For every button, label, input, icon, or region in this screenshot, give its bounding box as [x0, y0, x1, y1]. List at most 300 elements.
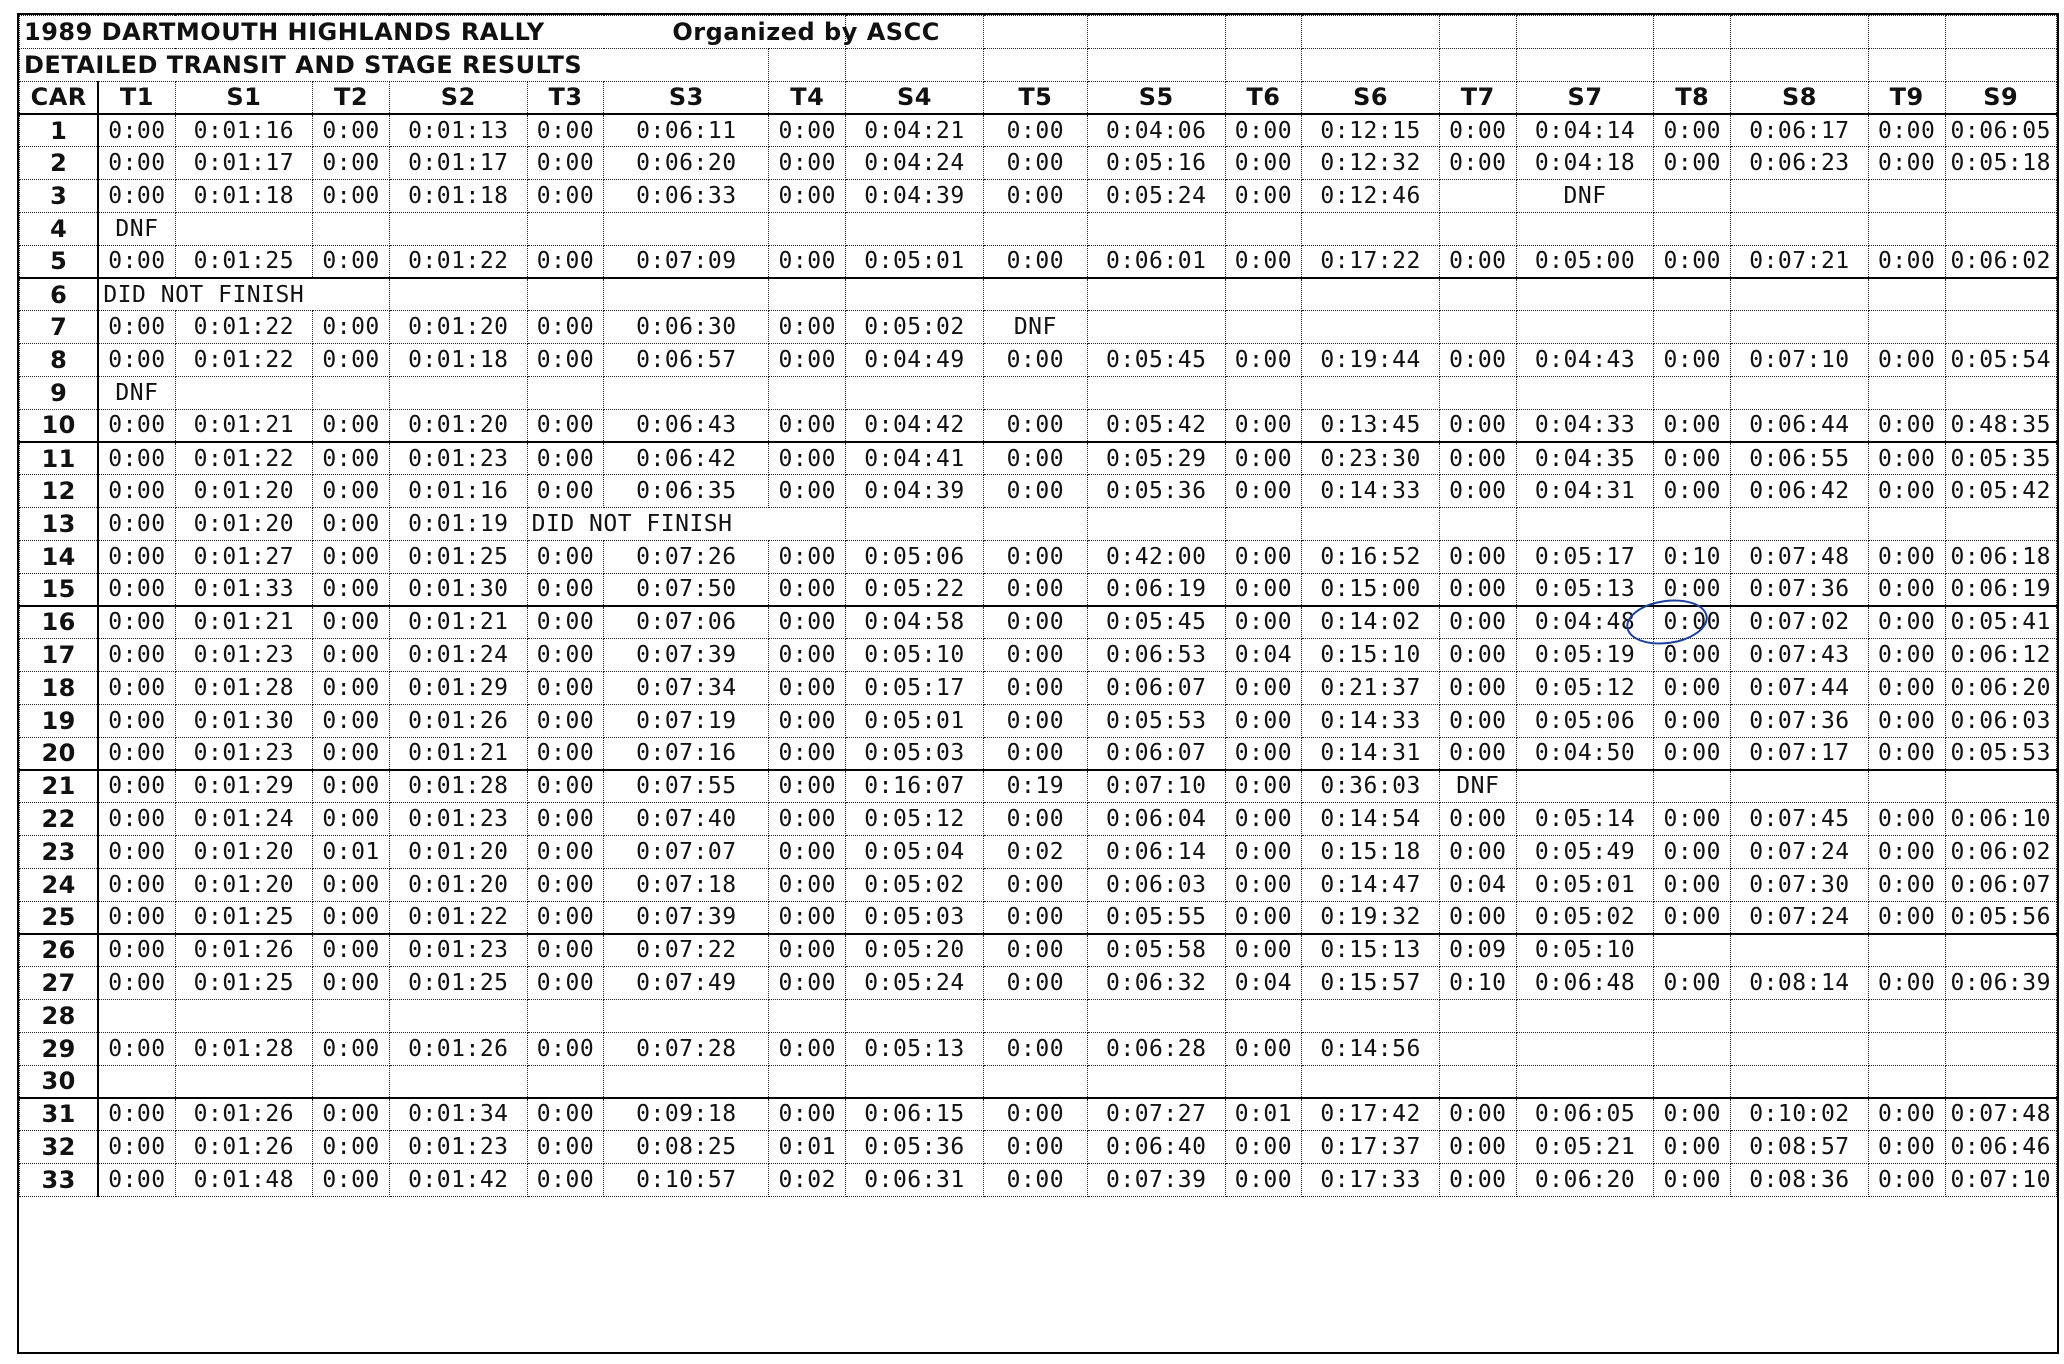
time-cell: 0:07:10	[1945, 1163, 2057, 1196]
time-cell: 0:00	[1439, 245, 1516, 278]
time-cell: 0:07:43	[1731, 639, 1869, 672]
empty-cell	[389, 1065, 527, 1098]
result-row	[20, 1098, 2057, 1131]
time-cell: 0:01:22	[389, 901, 527, 934]
time-cell: 0:06:46	[1945, 1131, 2057, 1164]
time-cell: 0:00	[1225, 770, 1302, 803]
time-cell: 0:06:33	[604, 179, 769, 212]
time-cell: 0:12:46	[1302, 179, 1440, 212]
empty-cell	[1087, 507, 1225, 540]
empty-cell	[389, 999, 527, 1032]
time-cell: 0:15:18	[1302, 835, 1440, 868]
time-cell: 0:05:01	[846, 704, 984, 737]
time-cell: 0:00	[1654, 114, 1731, 147]
time-cell: 0:00	[1439, 1098, 1516, 1131]
time-cell: 0:01:48	[175, 1163, 313, 1196]
time-cell: 0:00	[527, 704, 604, 737]
time-cell: 0:00	[313, 967, 390, 1000]
time-cell: 0:04:48	[1516, 606, 1654, 639]
time-cell: 0:00	[1225, 475, 1302, 508]
time-cell: 0:06:17	[1731, 114, 1869, 147]
time-cell: 0:00	[1868, 868, 1945, 901]
time-cell: 0:00	[527, 770, 604, 803]
dnf-marker: DNF	[1439, 770, 1516, 803]
time-cell: 0:00	[527, 475, 604, 508]
time-cell: 0:14:31	[1302, 737, 1440, 770]
subtitle-row	[20, 48, 2057, 81]
time-cell: 0:04:41	[846, 442, 984, 475]
time-cell: 0:00	[313, 1098, 390, 1131]
time-cell: 0:00	[98, 409, 175, 442]
car-number: 5	[20, 245, 99, 278]
time-cell: 0:00	[1654, 835, 1731, 868]
time-cell: 0:00	[983, 737, 1087, 770]
time-cell: 0:17:22	[1302, 245, 1440, 278]
time-cell: 0:05:01	[846, 245, 984, 278]
column-header: CAR	[20, 81, 99, 114]
time-cell: 0:13:45	[1302, 409, 1440, 442]
time-cell: 0:05:55	[1087, 901, 1225, 934]
time-cell: 0:05:02	[1516, 901, 1654, 934]
time-cell: 0:00	[1439, 343, 1516, 376]
time-cell: 0:00	[983, 671, 1087, 704]
empty-cell	[1868, 179, 1945, 212]
time-cell: 0:04	[1225, 967, 1302, 1000]
time-cell: 0:07:06	[604, 606, 769, 639]
empty-cell	[389, 376, 527, 409]
time-cell: 0:06:11	[604, 114, 769, 147]
column-header: T5	[983, 81, 1087, 114]
result-row	[20, 967, 2057, 1000]
empty-cell	[1225, 1065, 1302, 1098]
time-cell: 0:00	[527, 442, 604, 475]
time-cell: 0:00	[983, 803, 1087, 836]
time-cell: 0:04:33	[1516, 409, 1654, 442]
time-cell: 0:00	[769, 868, 846, 901]
time-cell: 0:05:03	[846, 737, 984, 770]
result-row	[20, 835, 2057, 868]
time-cell: 0:00	[1868, 671, 1945, 704]
time-cell: 0:08:25	[604, 1131, 769, 1164]
time-cell: 0:00	[1225, 737, 1302, 770]
time-cell: 0:06:48	[1516, 967, 1654, 1000]
time-cell: 0:00	[983, 343, 1087, 376]
time-cell: 0:06:53	[1087, 639, 1225, 672]
time-cell: 0:06:57	[604, 343, 769, 376]
time-cell: 0:07:27	[1087, 1098, 1225, 1131]
car-number: 24	[20, 868, 99, 901]
time-cell: 0:00	[1439, 1131, 1516, 1164]
time-cell: 0:06:55	[1731, 442, 1869, 475]
time-cell: 0:00	[1225, 704, 1302, 737]
result-row	[20, 639, 2057, 672]
time-cell: 0:09	[1439, 934, 1516, 967]
time-cell: 0:01:23	[389, 803, 527, 836]
empty-cell	[175, 1065, 313, 1098]
time-cell: 0:01:30	[389, 573, 527, 606]
time-cell: 0:06:02	[1945, 835, 2057, 868]
car-number: 8	[20, 343, 99, 376]
time-cell: 0:15:13	[1302, 934, 1440, 967]
empty-cell	[1654, 278, 1731, 311]
time-cell: 0:42:00	[1087, 540, 1225, 573]
time-cell: 0:00	[527, 1098, 604, 1131]
time-cell: 0:00	[983, 147, 1087, 180]
car-number: 2	[20, 147, 99, 180]
empty-cell	[313, 376, 390, 409]
time-cell: 0:07:10	[1087, 770, 1225, 803]
time-cell: 0:00	[313, 704, 390, 737]
result-row	[20, 1032, 2057, 1065]
time-cell: 0:06:10	[1945, 803, 2057, 836]
time-cell: 0:14:54	[1302, 803, 1440, 836]
time-cell: 0:16:52	[1302, 540, 1440, 573]
time-cell: 0:05:02	[846, 311, 984, 344]
empty-cell	[1654, 376, 1731, 409]
time-cell: 0:14:47	[1302, 868, 1440, 901]
time-cell: 0:01:22	[389, 245, 527, 278]
time-cell: 0:00	[1439, 442, 1516, 475]
empty-cell	[1087, 212, 1225, 245]
car-number: 4	[20, 212, 99, 245]
time-cell: 0:48:35	[1945, 409, 2057, 442]
time-cell: 0:00	[769, 147, 846, 180]
time-cell: 0:00	[769, 343, 846, 376]
time-cell: 0:06:04	[1087, 803, 1225, 836]
time-cell: 0:06:05	[1945, 114, 2057, 147]
time-cell: 0:00	[983, 639, 1087, 672]
time-cell: 0:00	[313, 901, 390, 934]
time-cell: 0:00	[769, 442, 846, 475]
time-cell: 0:01:26	[175, 1131, 313, 1164]
time-cell: 0:01:20	[175, 835, 313, 868]
time-cell: 0:00	[1225, 245, 1302, 278]
time-cell: 0:07:16	[604, 737, 769, 770]
time-cell: 0:00	[527, 606, 604, 639]
time-cell: 0:07:50	[604, 573, 769, 606]
car-number: 6	[20, 278, 99, 311]
empty-cell	[1516, 376, 1654, 409]
time-cell: 0:00	[98, 639, 175, 672]
time-cell: 0:01:21	[175, 606, 313, 639]
time-cell: 0:04	[1439, 868, 1516, 901]
time-cell: 0:00	[98, 540, 175, 573]
time-cell: 0:00	[983, 475, 1087, 508]
time-cell: 0:01:34	[389, 1098, 527, 1131]
time-cell: 0:00	[1654, 343, 1731, 376]
time-cell: 0:06:40	[1087, 1131, 1225, 1164]
time-cell: 0:00	[1225, 114, 1302, 147]
time-cell: 0:07:48	[1731, 540, 1869, 573]
empty-cell	[1654, 999, 1731, 1032]
time-cell: 0:05:13	[1516, 573, 1654, 606]
time-cell: 0:05:03	[846, 901, 984, 934]
empty-cell	[1945, 311, 2057, 344]
time-cell: 0:05:17	[846, 671, 984, 704]
time-cell: 0:07:09	[604, 245, 769, 278]
time-cell: 0:00	[983, 967, 1087, 1000]
time-cell: 0:01:20	[389, 311, 527, 344]
empty-cell	[1945, 1032, 2057, 1065]
empty-cell	[1868, 212, 1945, 245]
column-header: S1	[175, 81, 313, 114]
time-cell: 0:00	[769, 704, 846, 737]
empty-cell	[1516, 1065, 1654, 1098]
time-cell: 0:05:10	[846, 639, 984, 672]
empty-cell	[1731, 179, 1869, 212]
empty-cell	[98, 999, 175, 1032]
empty-cell	[1225, 999, 1302, 1032]
empty-cell	[1945, 770, 2057, 803]
time-cell: 0:01	[1225, 1098, 1302, 1131]
empty-cell	[1945, 212, 2057, 245]
time-cell: 0:00	[527, 901, 604, 934]
empty-cell	[1302, 999, 1440, 1032]
time-cell: 0:07:19	[604, 704, 769, 737]
empty-cell	[175, 212, 313, 245]
empty-cell	[1439, 376, 1516, 409]
time-cell: 0:00	[1654, 803, 1731, 836]
time-cell: 0:00	[1868, 639, 1945, 672]
time-cell: 0:00	[983, 1163, 1087, 1196]
empty-cell	[1302, 507, 1440, 540]
time-cell: 0:00	[527, 967, 604, 1000]
empty-cell	[1731, 311, 1869, 344]
time-cell: 0:00	[313, 540, 390, 573]
time-cell: 0:07:22	[604, 934, 769, 967]
time-cell: 0:00	[527, 147, 604, 180]
time-cell: 0:00	[1654, 737, 1731, 770]
empty-cell	[604, 999, 769, 1032]
time-cell: 0:00	[769, 901, 846, 934]
result-row	[20, 934, 2057, 967]
time-cell: 0:00	[313, 311, 390, 344]
empty-cell	[527, 278, 604, 311]
time-cell: 0:07:28	[604, 1032, 769, 1065]
empty-cell	[1302, 376, 1440, 409]
time-cell: 0:00	[527, 343, 604, 376]
time-cell: 0:04:43	[1516, 343, 1654, 376]
car-number: 20	[20, 737, 99, 770]
time-cell: 0:00	[1654, 606, 1731, 639]
result-row	[20, 1065, 2057, 1098]
time-cell: 0:14:33	[1302, 704, 1440, 737]
time-cell: 0:05:17	[1516, 540, 1654, 573]
time-cell: 0:00	[313, 868, 390, 901]
time-cell: 0:00	[313, 475, 390, 508]
empty-cell	[604, 278, 769, 311]
time-cell: 0:00	[98, 343, 175, 376]
time-cell: 0:00	[1439, 1163, 1516, 1196]
time-cell: 0:00	[1654, 475, 1731, 508]
empty-cell	[1516, 212, 1654, 245]
empty-cell	[1439, 278, 1516, 311]
empty-cell	[1439, 179, 1516, 212]
result-row	[20, 606, 2057, 639]
result-row	[20, 868, 2057, 901]
time-cell: 0:05:41	[1945, 606, 2057, 639]
time-cell: 0:00	[1439, 475, 1516, 508]
time-cell: 0:00	[1868, 606, 1945, 639]
time-cell: 0:00	[769, 1032, 846, 1065]
result-row	[20, 901, 2057, 934]
time-cell: 0:00	[1654, 1163, 1731, 1196]
column-header: S2	[389, 81, 527, 114]
empty-cell	[1868, 999, 1945, 1032]
car-number: 10	[20, 409, 99, 442]
time-cell: 0:01:20	[175, 507, 313, 540]
time-cell: 0:00	[527, 1163, 604, 1196]
time-cell: 0:00	[1225, 1032, 1302, 1065]
time-cell: 0:01:33	[175, 573, 313, 606]
empty-cell	[1731, 999, 1869, 1032]
empty-cell	[1868, 278, 1945, 311]
car-number: 26	[20, 934, 99, 967]
empty-cell	[1439, 311, 1516, 344]
result-row	[20, 671, 2057, 704]
car-number: 16	[20, 606, 99, 639]
time-cell: 0:00	[98, 901, 175, 934]
car-number: 12	[20, 475, 99, 508]
time-cell: 0:00	[1225, 573, 1302, 606]
time-cell: 0:00	[527, 409, 604, 442]
time-cell: 0:00	[769, 114, 846, 147]
time-cell: 0:01:20	[389, 835, 527, 868]
time-cell: 0:01:17	[175, 147, 313, 180]
time-cell: 0:00	[769, 573, 846, 606]
empty-cell	[1731, 770, 1869, 803]
time-cell: 0:05:45	[1087, 343, 1225, 376]
time-cell: 0:06:14	[1087, 835, 1225, 868]
time-cell: 0:00	[983, 245, 1087, 278]
empty-cell	[313, 999, 390, 1032]
car-number: 28	[20, 999, 99, 1032]
result-row	[20, 442, 2057, 475]
empty-cell	[769, 278, 846, 311]
time-cell: 0:00	[1654, 409, 1731, 442]
result-row	[20, 147, 2057, 180]
time-cell: 0:06:20	[1516, 1163, 1654, 1196]
empty-cell	[1945, 1065, 2057, 1098]
time-cell: 0:00	[1225, 343, 1302, 376]
time-cell: 0:05:20	[846, 934, 984, 967]
time-cell: 0:08:14	[1731, 967, 1869, 1000]
time-cell: 0:00	[98, 770, 175, 803]
time-cell: 0:04:14	[1516, 114, 1654, 147]
time-cell: 0:00	[98, 1032, 175, 1065]
time-cell: 0:10:57	[604, 1163, 769, 1196]
time-cell: 0:05:24	[846, 967, 984, 1000]
result-row	[20, 737, 2057, 770]
time-cell: 0:14:02	[1302, 606, 1440, 639]
empty-cell	[1945, 376, 2057, 409]
time-cell: 0:00	[983, 704, 1087, 737]
time-cell: 0:05:54	[1945, 343, 2057, 376]
time-cell: 0:00	[527, 671, 604, 704]
empty-cell	[846, 999, 984, 1032]
time-cell: 0:07:36	[1731, 573, 1869, 606]
car-number: 22	[20, 803, 99, 836]
time-cell: 0:05:22	[846, 573, 984, 606]
time-cell: 0:01:20	[389, 868, 527, 901]
time-cell: 0:06:01	[1087, 245, 1225, 278]
empty-cell	[604, 212, 769, 245]
time-cell: 0:05:10	[1516, 934, 1654, 967]
time-cell: 0:01:29	[175, 770, 313, 803]
time-cell: 0:02	[983, 835, 1087, 868]
car-number: 1	[20, 114, 99, 147]
time-cell: 0:01:28	[389, 770, 527, 803]
time-cell: 0:00	[313, 671, 390, 704]
car-number: 27	[20, 967, 99, 1000]
car-number: 11	[20, 442, 99, 475]
time-cell: 0:00	[1654, 901, 1731, 934]
empty-cell	[1516, 999, 1654, 1032]
car-number: 30	[20, 1065, 99, 1098]
time-cell: 0:00	[98, 114, 175, 147]
time-cell: 0:00	[769, 835, 846, 868]
time-cell: 0:05:06	[1516, 704, 1654, 737]
time-cell: 0:00	[1868, 835, 1945, 868]
time-cell: 0:05:36	[1087, 475, 1225, 508]
empty-cell	[1087, 376, 1225, 409]
time-cell: 0:04:50	[1516, 737, 1654, 770]
column-header: T6	[1225, 81, 1302, 114]
time-cell: 0:19:32	[1302, 901, 1440, 934]
time-cell: 0:00	[983, 934, 1087, 967]
time-cell: 0:01:24	[389, 639, 527, 672]
time-cell: 0:06:39	[1945, 967, 2057, 1000]
time-cell: 0:17:42	[1302, 1098, 1440, 1131]
title-cell	[20, 16, 940, 49]
time-cell: 0:00	[98, 147, 175, 180]
time-cell: 0:06:03	[1087, 868, 1225, 901]
empty-cell	[1868, 1065, 1945, 1098]
time-cell: 0:00	[1868, 1131, 1945, 1164]
time-cell: 0:00	[98, 934, 175, 967]
time-cell: 0:01:22	[175, 311, 313, 344]
time-cell: 0:05:29	[1087, 442, 1225, 475]
time-cell: 0:01:25	[389, 967, 527, 1000]
time-cell: 0:06:20	[604, 147, 769, 180]
empty-cell	[983, 376, 1087, 409]
time-cell: 0:05:42	[1087, 409, 1225, 442]
empty-cell	[1868, 311, 1945, 344]
column-header: S5	[1087, 81, 1225, 114]
time-cell: 0:00	[1868, 803, 1945, 836]
time-cell: 0:00	[1439, 901, 1516, 934]
time-cell: 0:00	[1225, 1131, 1302, 1164]
time-cell: 0:06:43	[604, 409, 769, 442]
time-cell: 0:07:24	[1731, 835, 1869, 868]
result-row	[20, 212, 2057, 245]
time-cell: 0:06:30	[604, 311, 769, 344]
time-cell: 0:06:07	[1087, 671, 1225, 704]
empty-cell	[1302, 278, 1440, 311]
empty-cell	[1731, 376, 1869, 409]
time-cell: 0:05:01	[1516, 868, 1654, 901]
column-header: S3	[604, 81, 769, 114]
column-header: T1	[98, 81, 175, 114]
time-cell: 0:01:18	[389, 179, 527, 212]
column-header: T9	[1868, 81, 1945, 114]
column-header: S7	[1516, 81, 1654, 114]
empty-cell	[1225, 507, 1302, 540]
empty-cell	[983, 507, 1087, 540]
time-cell: 0:00	[527, 803, 604, 836]
time-cell: 0:04:21	[846, 114, 984, 147]
empty-cell	[1654, 311, 1731, 344]
